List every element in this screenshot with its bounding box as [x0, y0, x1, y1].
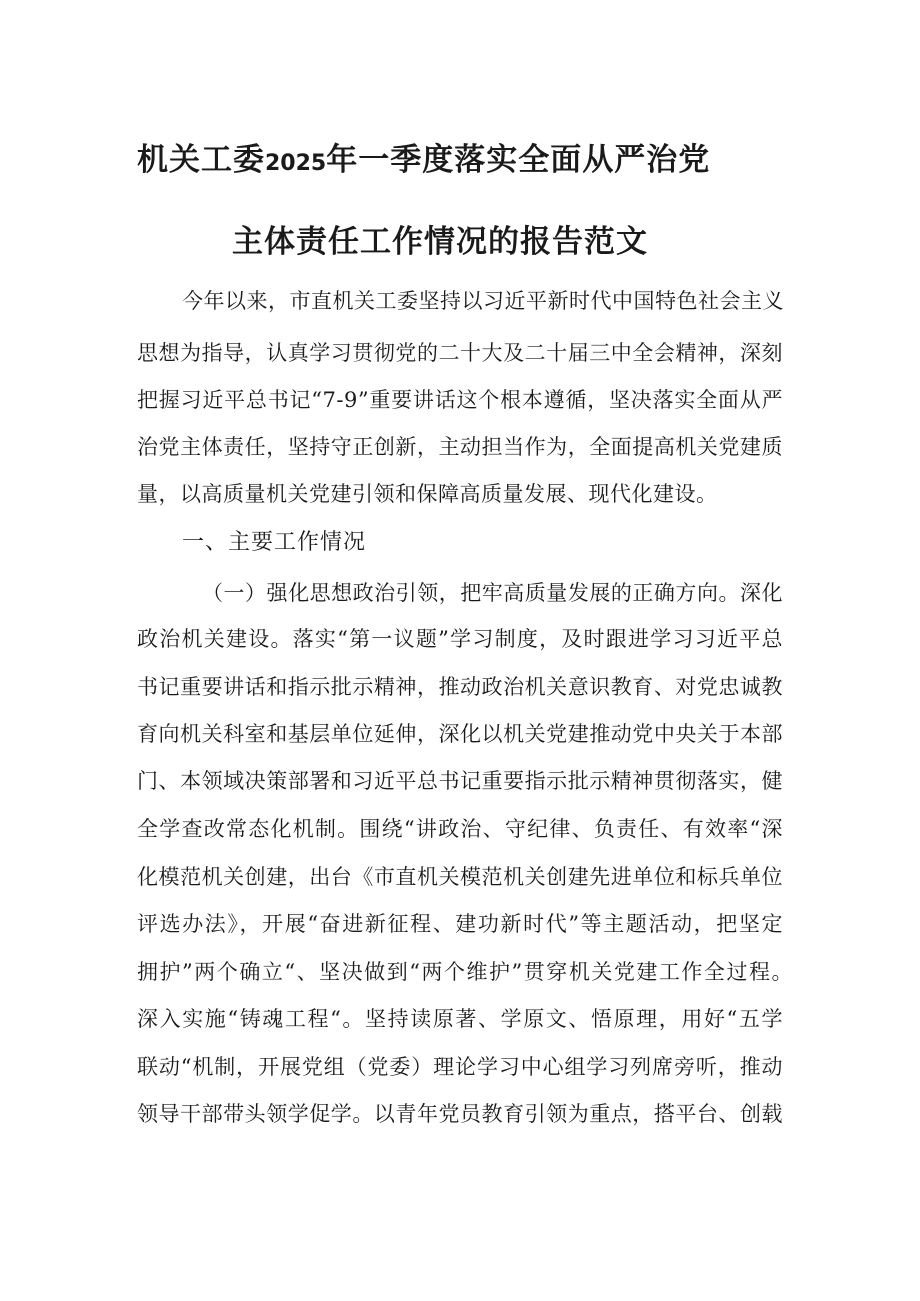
section-line-7: 化模范机关创建，出台《市直机关模范机关创建先进单位和标兵单位 — [137, 865, 783, 889]
section-line-4: 育向机关科室和基层单位延伸，深化以机关党建推动党中央关于本部 — [137, 722, 783, 746]
section-line-2: 政治机关建设。落实“第一议题”学习制度，及时跟进学习习近平总 — [137, 627, 783, 651]
title-text-b: 年一季度落实全面从严治党 — [326, 142, 711, 178]
intro-line-5: 量，以高质量机关党建引领和保障高质量发展、现代化建设。 — [137, 482, 718, 506]
section-line-1: （一）强化思想政治引领，把牢高质量发展的正确方向。深化 — [202, 581, 783, 605]
section-line-10: 深入实施“铸魂工程“。坚持读原著、学原文、悟原理，用好“五学 — [137, 1007, 783, 1031]
section-line-3: 书记重要讲话和指示批示精神，推动政治机关意识教育、对党忠诚教 — [137, 675, 783, 699]
section-line-6: 全学查改常态化机制。围绕“讲政治、守纪律、负责任、有效率“深 — [137, 817, 783, 841]
section-line-9: 拥护”两个确立“、坚决做到“两个维护”贯穿机关党建工作全过程。 — [137, 960, 793, 984]
intro-line-2: 思想为指导，认真学习贯彻党的二十大及二十届三中全会精神，深刻 — [137, 341, 783, 365]
intro-line-3: 把握习近平总书记“7-9”重要讲话这个根本遵循，坚决落实全面从严 — [137, 388, 783, 412]
section-heading: 一、主要工作情况 — [182, 530, 367, 555]
title-text-a: 机关工委 — [137, 142, 265, 178]
section-line-11: 联动“机制，开展党组（党委）理论学习中心组学习列席旁听，推动 — [137, 1055, 783, 1079]
intro-line-4: 治党主体责任，坚持守正创新，主动担当作为，全面提高机关党建质 — [137, 435, 783, 459]
document-title-line-2: 主体责任工作情况的报告范文 — [232, 224, 648, 260]
section-line-8: 评选办法》，开展“奋进新征程、建功新时代”等主题活动，把坚定 — [137, 912, 783, 936]
section-line-5: 门、本领域决策部署和习近平总书记重要指示批示精神贯彻落实，健 — [137, 769, 783, 793]
intro-line-1: 今年以来，市直机关工委坚持以习近平新时代中国特色社会主义 — [182, 289, 784, 313]
section-line-12: 领导干部带头领学促学。以青年党员教育引领为重点，搭平台、创载 — [137, 1102, 783, 1126]
title-year: 2025 — [265, 151, 327, 176]
document-title-line-1 — [137, 140, 710, 184]
